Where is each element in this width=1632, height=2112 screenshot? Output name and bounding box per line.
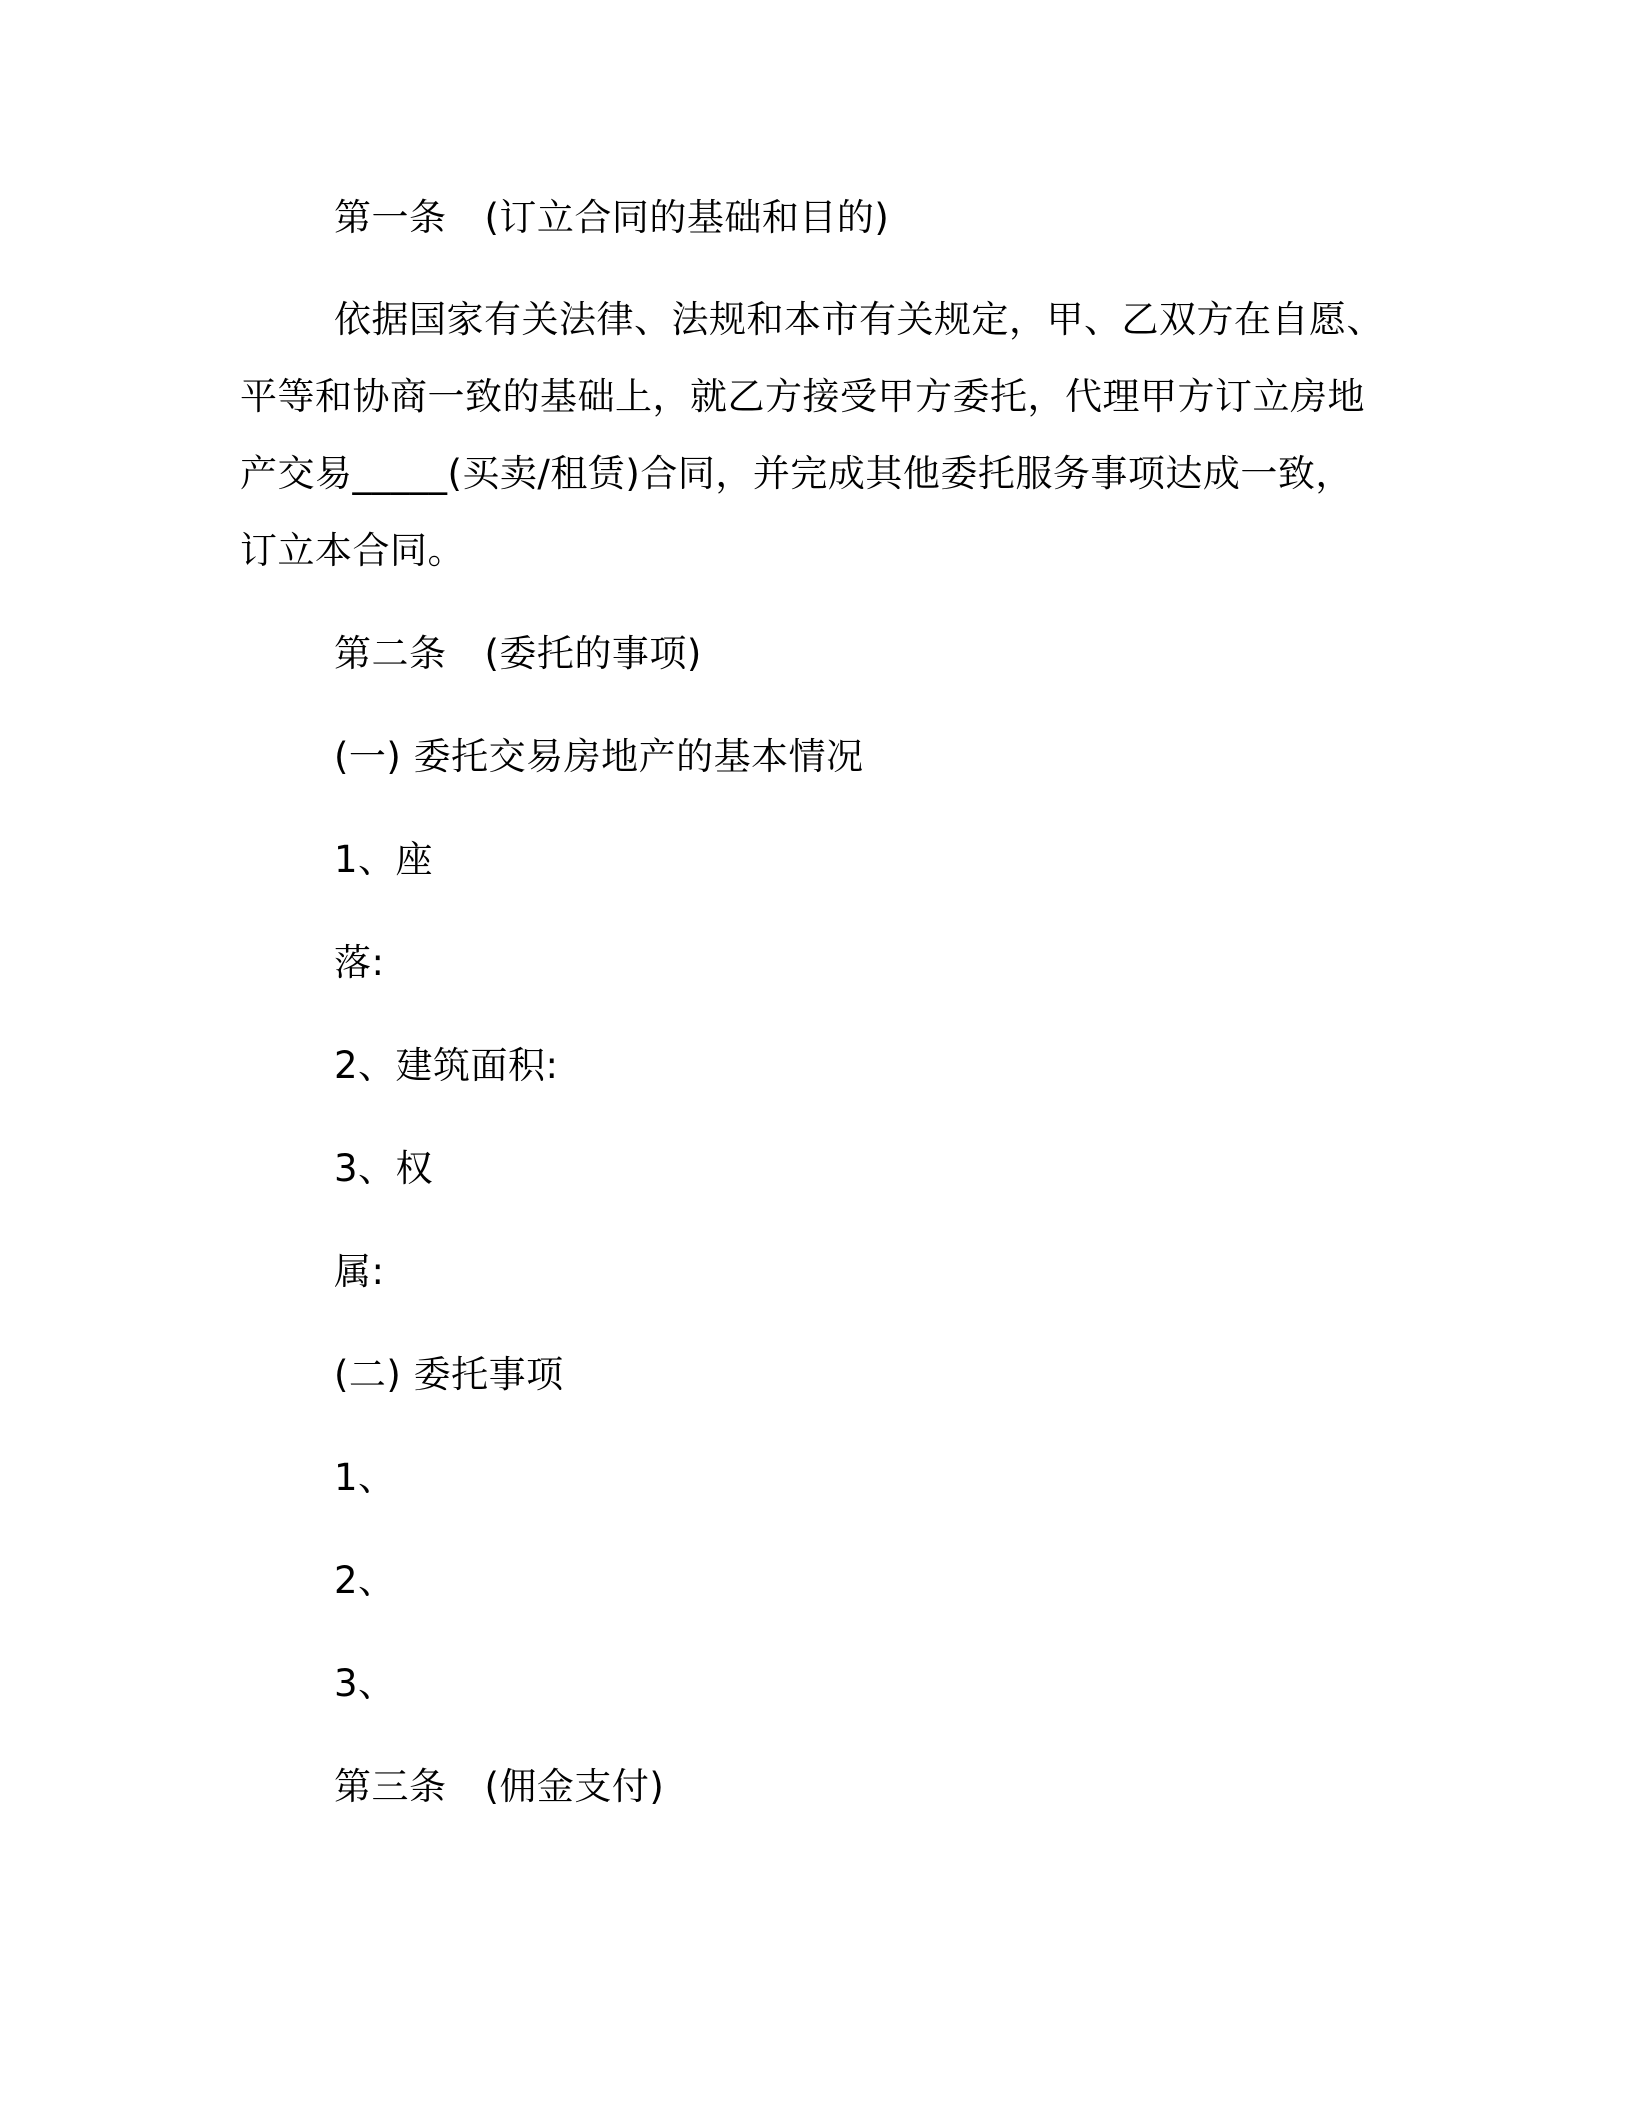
article-3-heading xyxy=(334,1763,664,1811)
item-1-location-label-cont: 落: xyxy=(334,941,385,984)
task-1: 1、 xyxy=(334,1456,396,1499)
article-1-body-line-3: 产交易_____(买卖/租赁)合同，并完成其他委托服务事项达成一致， xyxy=(240,452,1353,495)
article-1-body-line-4: 订立本合同。 xyxy=(240,529,465,572)
article-1-body-line-2: 平等和协商一致的基础上，就乙方接受甲方委托，代理甲方订立房地 xyxy=(240,375,1365,418)
article-1-title: (订立合同的基础和目的) xyxy=(484,196,890,239)
article-2-title: (委托的事项) xyxy=(484,632,702,675)
section-1-heading: (一) 委托交易房地产的基本情况 xyxy=(334,735,864,778)
task-3: 3、 xyxy=(334,1662,396,1705)
article-1-number: 第一条 xyxy=(334,196,447,239)
item-3-ownership-label: 3、权 xyxy=(334,1147,434,1190)
task-2: 2、 xyxy=(334,1559,396,1602)
article-1-heading xyxy=(334,194,889,242)
article-2-number: 第二条 xyxy=(334,632,447,675)
item-2-area-label: 2、建筑面积: xyxy=(334,1044,559,1087)
article-3-number: 第三条 xyxy=(334,1765,447,1808)
item-3-ownership-label-cont: 属: xyxy=(334,1250,385,1293)
article-2-heading xyxy=(334,630,702,678)
item-1-location-label: 1、座 xyxy=(334,838,434,881)
section-2-heading: (二) 委托事项 xyxy=(334,1353,564,1396)
article-1-body-line-1: 依据国家有关法律、法规和本市有关规定，甲、乙双方在自愿、 xyxy=(334,298,1384,341)
article-3-title: (佣金支付) xyxy=(484,1765,665,1808)
